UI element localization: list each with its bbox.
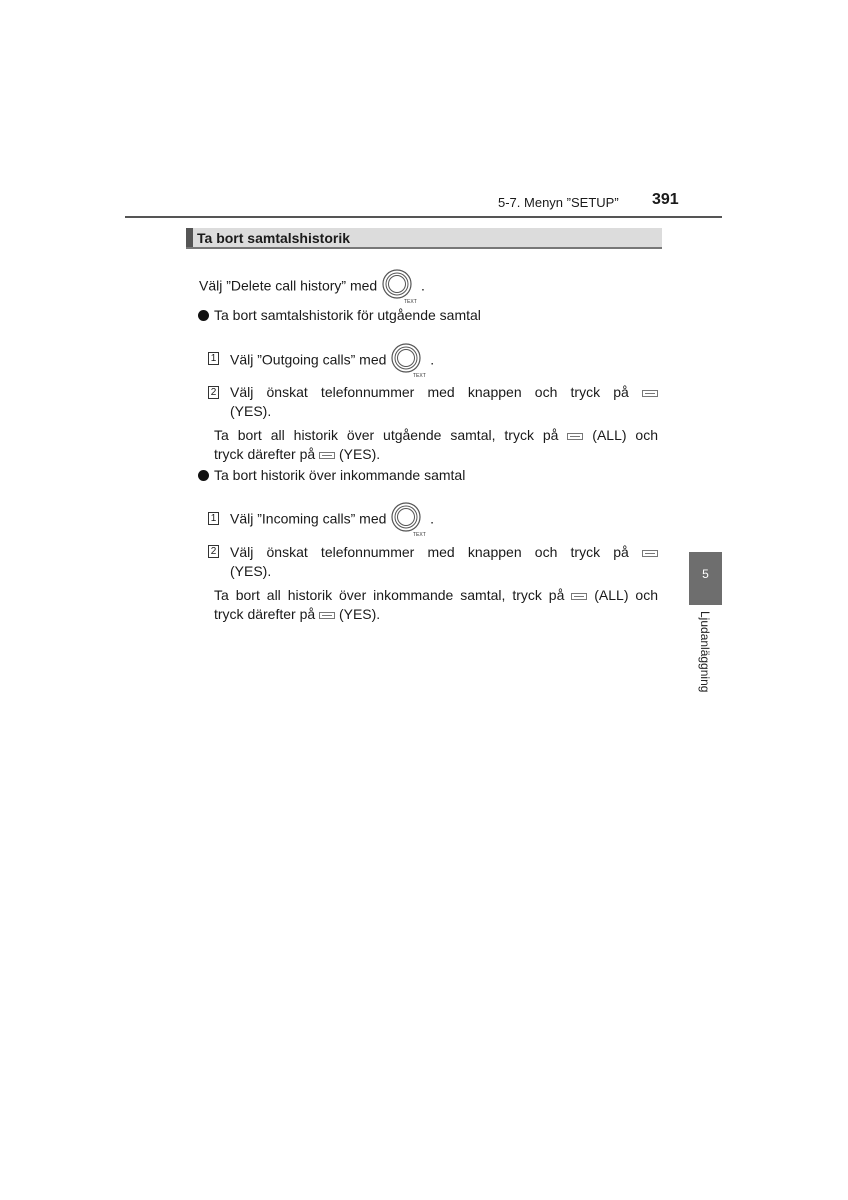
note-text: (YES).	[338, 606, 381, 622]
section-title-bar	[186, 228, 662, 249]
intro-line	[199, 269, 425, 305]
step-incoming-select	[230, 502, 434, 538]
page-number: 391	[652, 191, 679, 208]
note-outgoing-line2	[214, 445, 380, 464]
chapter-tab	[689, 552, 722, 605]
hard-button-icon	[319, 452, 335, 459]
step-end: .	[430, 351, 435, 368]
hard-button-icon	[642, 550, 658, 557]
bullet-dot-icon	[198, 470, 209, 481]
note-text: Ta bort all historik över utgående samtal, tryck på	[214, 427, 559, 443]
step-yes: (YES).	[230, 403, 272, 419]
step-text: Välj önskat telefonnummer med knappen och tryck på	[230, 544, 629, 560]
step-text: Välj ”Outgoing calls” med	[230, 351, 387, 368]
dial-label: TEXT	[404, 299, 417, 305]
chapter-number: 5	[702, 567, 709, 581]
note-text: Ta bort all historik över inkommande samtal, tryck på	[214, 587, 565, 603]
bullet-dot-icon	[198, 310, 209, 321]
step-text: Välj ”Incoming calls” med	[230, 510, 387, 527]
note-text: (ALL) och	[592, 427, 659, 443]
dial-label: TEXT	[413, 532, 427, 538]
dial-label: TEXT	[413, 373, 427, 379]
title-accent	[186, 228, 193, 247]
note-incoming-line2	[214, 605, 380, 624]
step-end: .	[430, 510, 435, 527]
bullet-text-outgoing: Ta bort samtalshistorik för utgående samtal	[214, 307, 481, 323]
note-text: tryck därefter på	[214, 606, 316, 622]
note-text: tryck därefter på	[214, 446, 316, 462]
chapter-label: Ljudanläggning	[698, 611, 712, 693]
note-outgoing-line1	[214, 426, 658, 445]
step-text: Välj önskat telefonnummer med knappen och tryck på	[230, 384, 629, 400]
dial-knob-icon	[390, 343, 426, 379]
section-title: Ta bort samtalshistorik	[197, 230, 351, 246]
section-header: 5-7. Menyn ”SETUP”	[498, 195, 619, 210]
bullet-text-incoming: Ta bort historik över inkommande samtal	[214, 467, 466, 483]
hard-button-icon	[319, 612, 335, 619]
hard-button-icon	[571, 593, 587, 600]
note-text: (YES).	[338, 446, 381, 462]
dial-knob-icon	[381, 269, 417, 305]
dial-knob-icon	[390, 502, 426, 538]
step-outgoing-choose	[230, 383, 658, 402]
intro-text: Välj ”Delete call history” med	[199, 277, 378, 294]
step-number: 1	[208, 512, 219, 525]
intro-end: .	[420, 277, 425, 294]
note-text: (ALL) och	[594, 587, 659, 603]
note-incoming-line1	[214, 586, 658, 605]
step-number: 2	[208, 386, 219, 399]
step-incoming-choose	[230, 543, 658, 562]
header-rule	[125, 216, 722, 218]
step-yes: (YES).	[230, 563, 272, 579]
step-number: 1	[208, 352, 219, 365]
hard-button-icon	[567, 433, 583, 440]
step-outgoing-select	[230, 343, 434, 379]
hard-button-icon	[642, 390, 658, 397]
step-number: 2	[208, 545, 219, 558]
